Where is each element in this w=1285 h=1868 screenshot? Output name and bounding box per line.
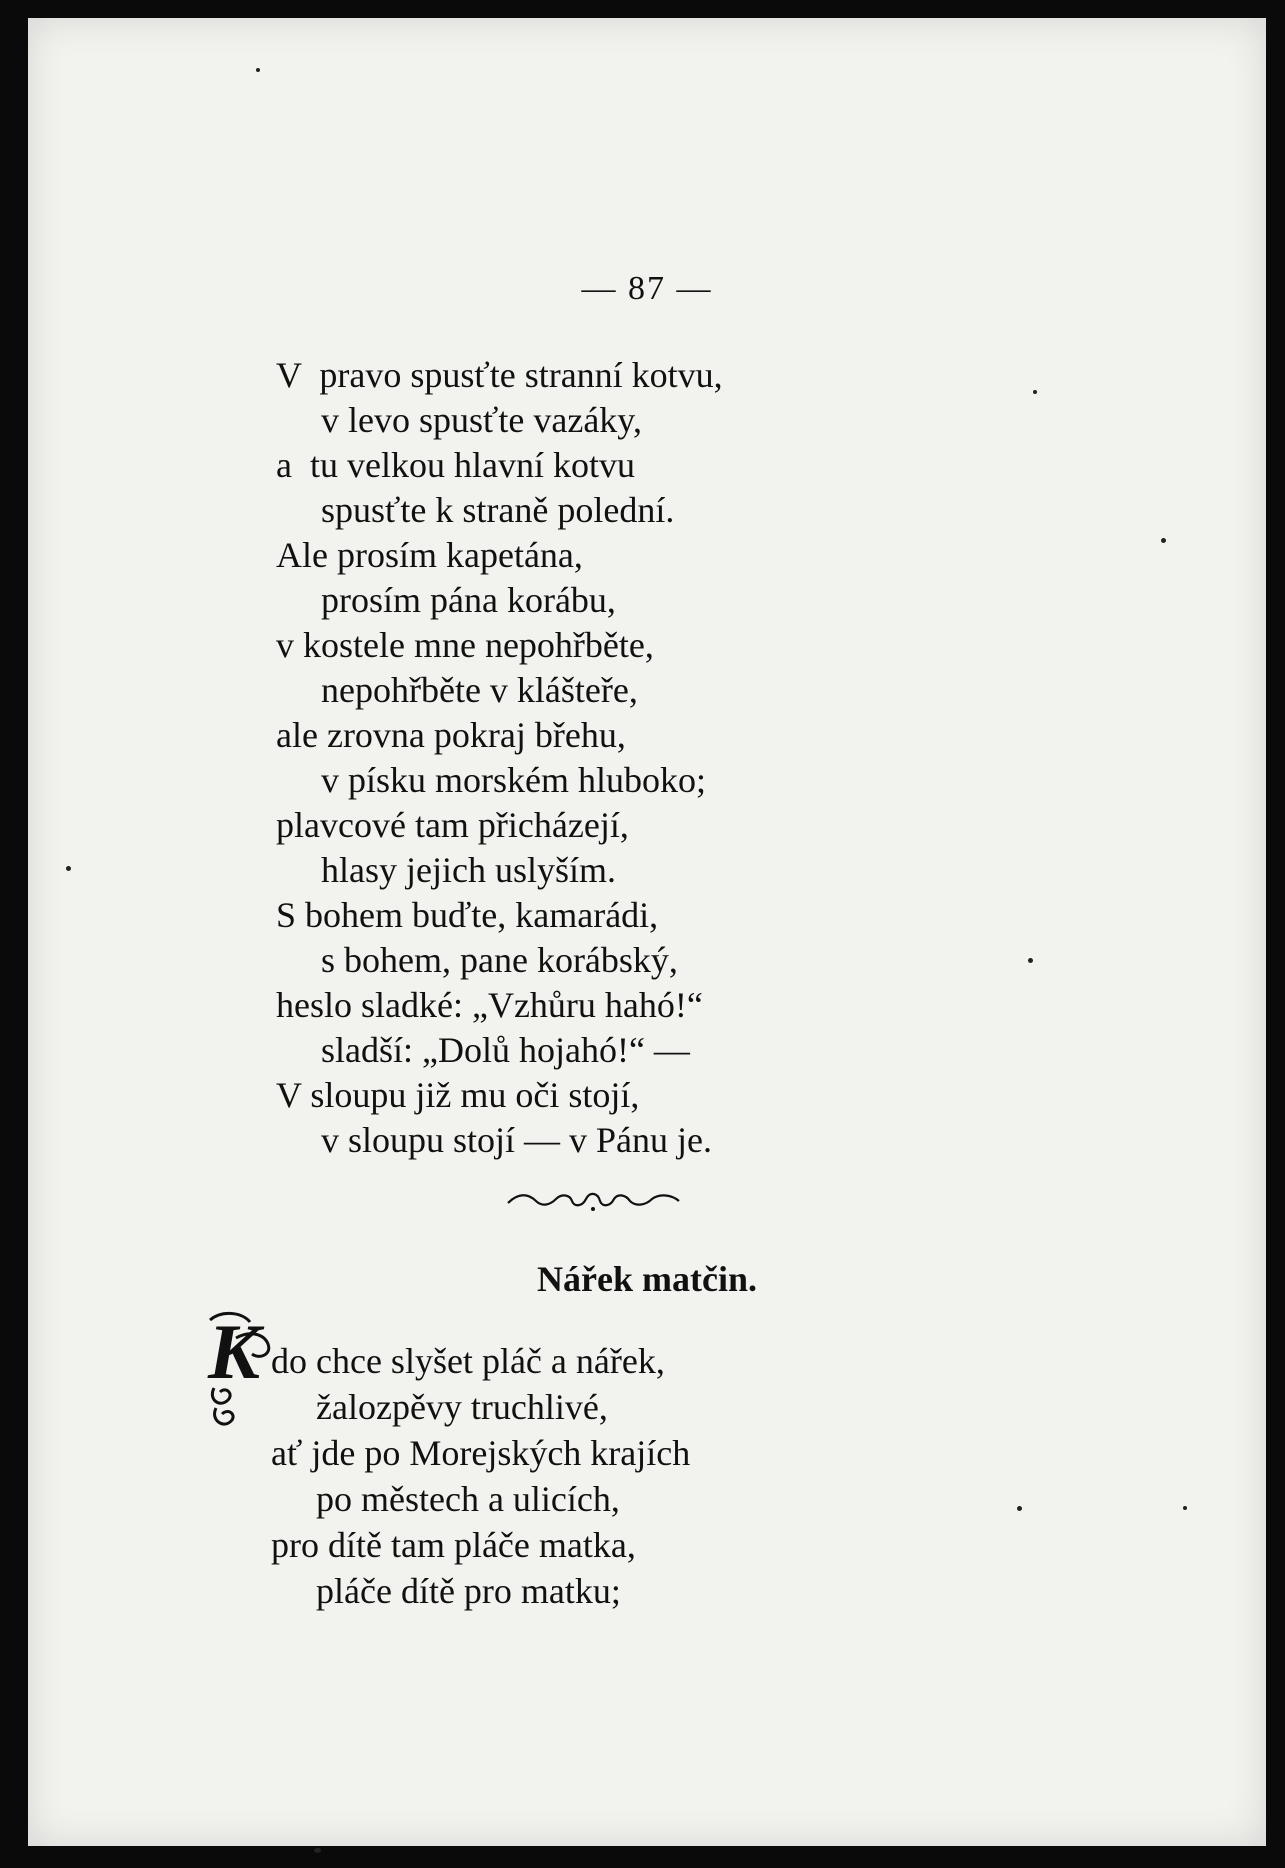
verse-1-line: hlasy jejich uslyším. [321,850,616,890]
scan-speck [256,68,260,72]
ornament-divider-icon [506,1185,681,1215]
verse-2-line: pláče dítě pro matku; [316,1571,621,1611]
scan-speck [1028,958,1033,963]
scan-speck [1161,538,1166,543]
scan-speck [1183,1506,1187,1510]
verse-1-line: Ale prosím kapetána, [276,535,583,575]
verse-1-line: S bohem buďte, kamarádi, [276,895,659,935]
verse-1-line: a tu velkou hlavní kotvu [276,445,635,485]
verse-1-line: v kostele mne nepohřběte, [276,625,654,665]
svg-text:K: K [208,1308,261,1395]
verse-1-line: spusťte k straně polední. [321,490,675,530]
verse-1-line: v sloupu stojí — v Pánu je. [321,1120,713,1160]
verse-1-line: prosím pána korábu, [321,580,616,620]
scan-speck [1017,1506,1022,1511]
verse-1-line: s bohem, pane korábský, [321,940,678,980]
verse-2-line: do chce slyšet pláč a nářek, [271,1341,665,1381]
verse-1-line: V pravo spusťte stranní kotvu, [276,355,723,395]
verse-1-line: V sloupu již mu oči stojí, [276,1075,640,1115]
verse-1-line: plavcové tam přicházejí, [276,805,629,845]
verse-1-line: nepohřběte v klášteře, [321,670,638,710]
poem-title: Nářek matčin. [537,1259,757,1299]
verse-block-2 [271,1338,690,1614]
scan-speck [66,866,71,871]
verse-2-line: žalozpěvy truchlivé, [316,1387,608,1427]
scan-speck [314,1848,321,1853]
verse-2-line: po městech a ulicích, [316,1479,620,1519]
scan-speck [1033,390,1037,394]
verse-1-line: heslo sladké: „Vzhůru hahó!“ [276,985,703,1025]
book-page [28,18,1266,1846]
verse-block-1 [276,353,723,1163]
verse-1-line: sladší: „Dolů hojahó!“ — [321,1030,690,1070]
verse-2-line: ať jde po Morejských krajích [271,1433,691,1473]
verse-1-line: v písku morském hluboko; [321,760,706,800]
verse-2-line: pro dítě tam pláče matka, [271,1525,636,1565]
page-number: — 87 — [581,270,713,307]
verse-1-line: ale zrovna pokraj břehu, [276,715,626,755]
verse-1-line: v levo spusťte vazáky, [321,400,642,440]
